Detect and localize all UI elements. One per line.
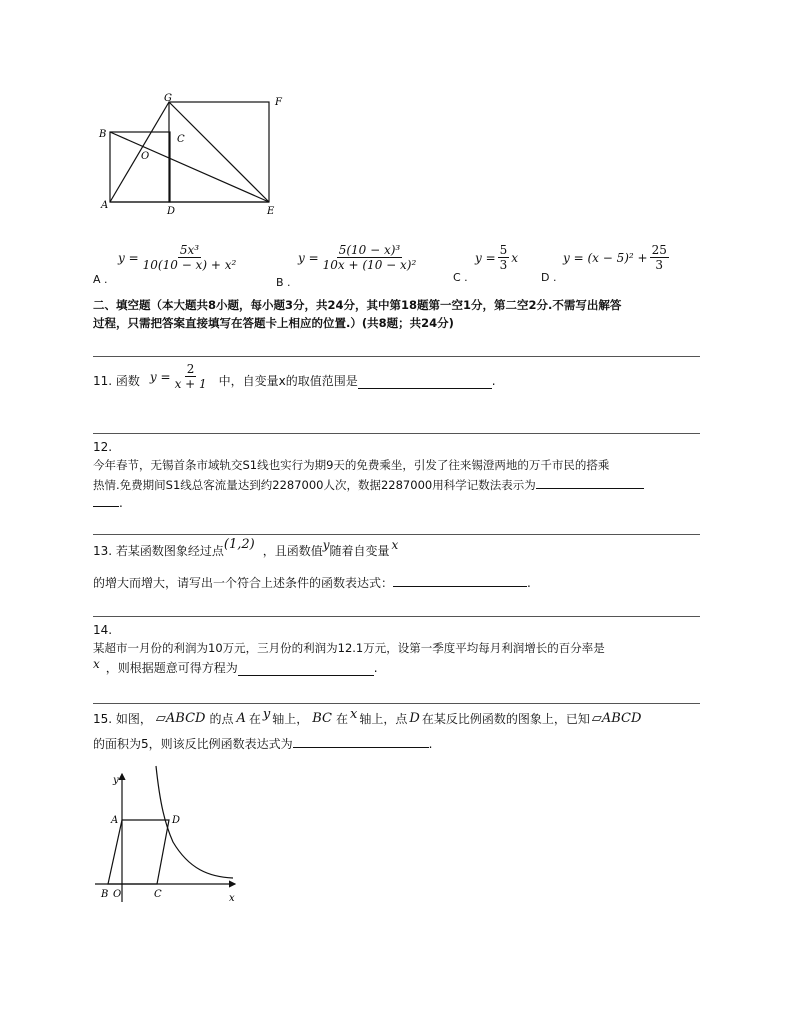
- q15-point-a: A: [236, 711, 246, 726]
- q13-middle2: 随着自变量: [329, 544, 390, 558]
- q11-answer-blank[interactable]: [358, 376, 492, 389]
- q13-line2-text: 的增大而增大，请写出一个符合上述条件的函数表达式：: [93, 576, 394, 590]
- q14-line1: 某超市一月份的利润为10万元，三月份的利润为12.1万元，设第一季度平均每月利润增长的百分率是: [93, 641, 605, 655]
- label-g: G: [164, 93, 172, 104]
- option-d-lhs: y = (x − 5)² +: [563, 250, 648, 265]
- label-o: O: [113, 889, 122, 900]
- q13-prefix: 13. 若某函数图象经过点: [93, 544, 224, 558]
- label-o: O: [141, 151, 150, 162]
- q15-line2-text: 的面积为5，则该反比例函数表达式为: [93, 737, 293, 751]
- options-row: [93, 243, 703, 287]
- line-ag: [110, 102, 169, 202]
- label-y: y: [113, 775, 119, 786]
- coordinate-figure-2: [93, 764, 253, 906]
- q13-answer-blank[interactable]: [393, 574, 527, 587]
- option-c-label: C .: [453, 271, 468, 284]
- q14-end: .: [373, 661, 378, 675]
- label-e: E: [267, 206, 275, 217]
- hyperbola-curve: [156, 766, 233, 878]
- line-be: [110, 132, 269, 202]
- rect-abcd: [110, 132, 170, 202]
- divider: [93, 356, 700, 357]
- divider: [93, 616, 700, 617]
- label-x: x: [229, 893, 235, 904]
- q15-line2: [93, 735, 432, 752]
- option-c-den: 3: [499, 258, 508, 272]
- option-b-label: B .: [276, 276, 291, 289]
- option-d-formula: [563, 243, 671, 272]
- option-a-formula: [118, 243, 240, 272]
- label-b: B: [101, 889, 109, 900]
- q15-p2: 的点: [209, 712, 234, 726]
- q15-p4: 轴上，: [272, 712, 309, 726]
- q11-num: 2: [186, 362, 195, 376]
- option-a-lhs: y =: [118, 250, 139, 265]
- option-a-den: 10(10 − x) + x²: [142, 258, 237, 272]
- label-a: A: [101, 200, 109, 211]
- q15-var-x: x: [350, 707, 358, 722]
- q11-lhs: y =: [149, 369, 171, 384]
- q15-shape1: ▱ABCD: [155, 711, 206, 726]
- q15-shape2: ▱ABCD: [591, 711, 642, 726]
- label-c: C: [177, 134, 185, 145]
- q13-middle: ，且函数值: [262, 544, 323, 558]
- q13-var-x: x: [391, 538, 399, 552]
- q14-answer-blank[interactable]: [238, 663, 374, 676]
- option-c-tail: x: [511, 250, 519, 265]
- q15-answer-blank[interactable]: [293, 735, 429, 748]
- section2-heading-line1: 二、填空题（本大题共8小题，每小题3分，共24分，其中第18题第一空1分，第二空2分.不需写出解答: [93, 298, 622, 312]
- q12-line3: [93, 494, 123, 511]
- q12-line2-text: 热情.免费期间S1线总客流量达到约2287000人次，数据2287000用科学记数法表示为: [93, 478, 536, 492]
- q13-line2: [93, 574, 531, 591]
- q14-line2: [93, 657, 378, 676]
- q11-prefix: 11. 函数: [93, 374, 140, 388]
- q14-var-x: x: [93, 657, 100, 671]
- option-d-den: 3: [655, 258, 664, 272]
- q13-point: (1,2): [223, 537, 255, 552]
- option-c-num: 5: [499, 243, 508, 257]
- q15-point-d: D: [409, 711, 420, 726]
- q15-var-y: y: [262, 707, 271, 722]
- parallelogram-abcd: [108, 820, 169, 884]
- label-d: D: [172, 815, 181, 826]
- q15-line1: [93, 707, 642, 727]
- option-b-lhs: y =: [298, 250, 319, 265]
- q15-p1: 15. 如图，: [93, 712, 152, 726]
- q11-formula: [150, 362, 211, 391]
- q11-suffix: 中，自变量x的取值范围是: [218, 374, 358, 388]
- option-b-formula: [298, 243, 420, 272]
- divider: [93, 703, 700, 704]
- q12-line2: [93, 476, 644, 493]
- label-f: F: [275, 97, 282, 108]
- option-b-num: 5(10 − x)³: [338, 243, 401, 257]
- q14-line2-text: ，则根据题意可得方程为: [105, 661, 238, 675]
- q12-end: .: [119, 496, 123, 510]
- divider: [93, 433, 700, 434]
- section2-heading-line2: 过程，只需把答案直接填写在答题卡上相应的位置.）(共8题；共24分): [93, 316, 454, 330]
- q14-number: 14.: [93, 623, 113, 637]
- q15-p7: 在某反比例函数的图象上，已知: [421, 712, 590, 726]
- geometry-figure-1: [95, 92, 295, 222]
- label-c: C: [154, 889, 162, 900]
- option-d-num: 25: [651, 243, 667, 257]
- option-c-formula: [475, 243, 518, 272]
- option-a-label: A .: [93, 273, 108, 286]
- q15-end: .: [428, 737, 433, 751]
- q12-answer-blank-part2[interactable]: [93, 494, 119, 507]
- q15-p5: 在: [336, 712, 349, 726]
- q15-p6: 轴上，点: [359, 712, 408, 726]
- option-b-den: 10x + (10 − x)²: [322, 258, 417, 272]
- q12-answer-blank-part1[interactable]: [536, 476, 644, 489]
- q12-line1: 今年春节，无锡首条市域轨交S1线也实行为期9天的免费乘坐，引发了往来锡澄两地的万千市民的搭乘: [93, 458, 610, 472]
- q12-number: 12.: [93, 440, 113, 454]
- option-a-num: 5x³: [179, 243, 200, 257]
- divider: [93, 534, 700, 535]
- line-ge: [169, 102, 269, 202]
- q13-var-y: y: [322, 538, 330, 552]
- q11-den: x + 1: [174, 377, 207, 391]
- question-11: [93, 362, 496, 391]
- q15-p3: 在: [248, 712, 261, 726]
- q15-segment-bc: BC: [312, 711, 333, 726]
- label-b: B: [99, 129, 107, 140]
- label-d: D: [167, 206, 176, 217]
- q11-end: .: [491, 374, 496, 388]
- label-a: A: [111, 815, 119, 826]
- q13-end: .: [527, 576, 531, 590]
- option-c-lhs: y =: [475, 250, 496, 265]
- option-d-label: D .: [541, 271, 557, 284]
- q13-line1: [93, 537, 399, 559]
